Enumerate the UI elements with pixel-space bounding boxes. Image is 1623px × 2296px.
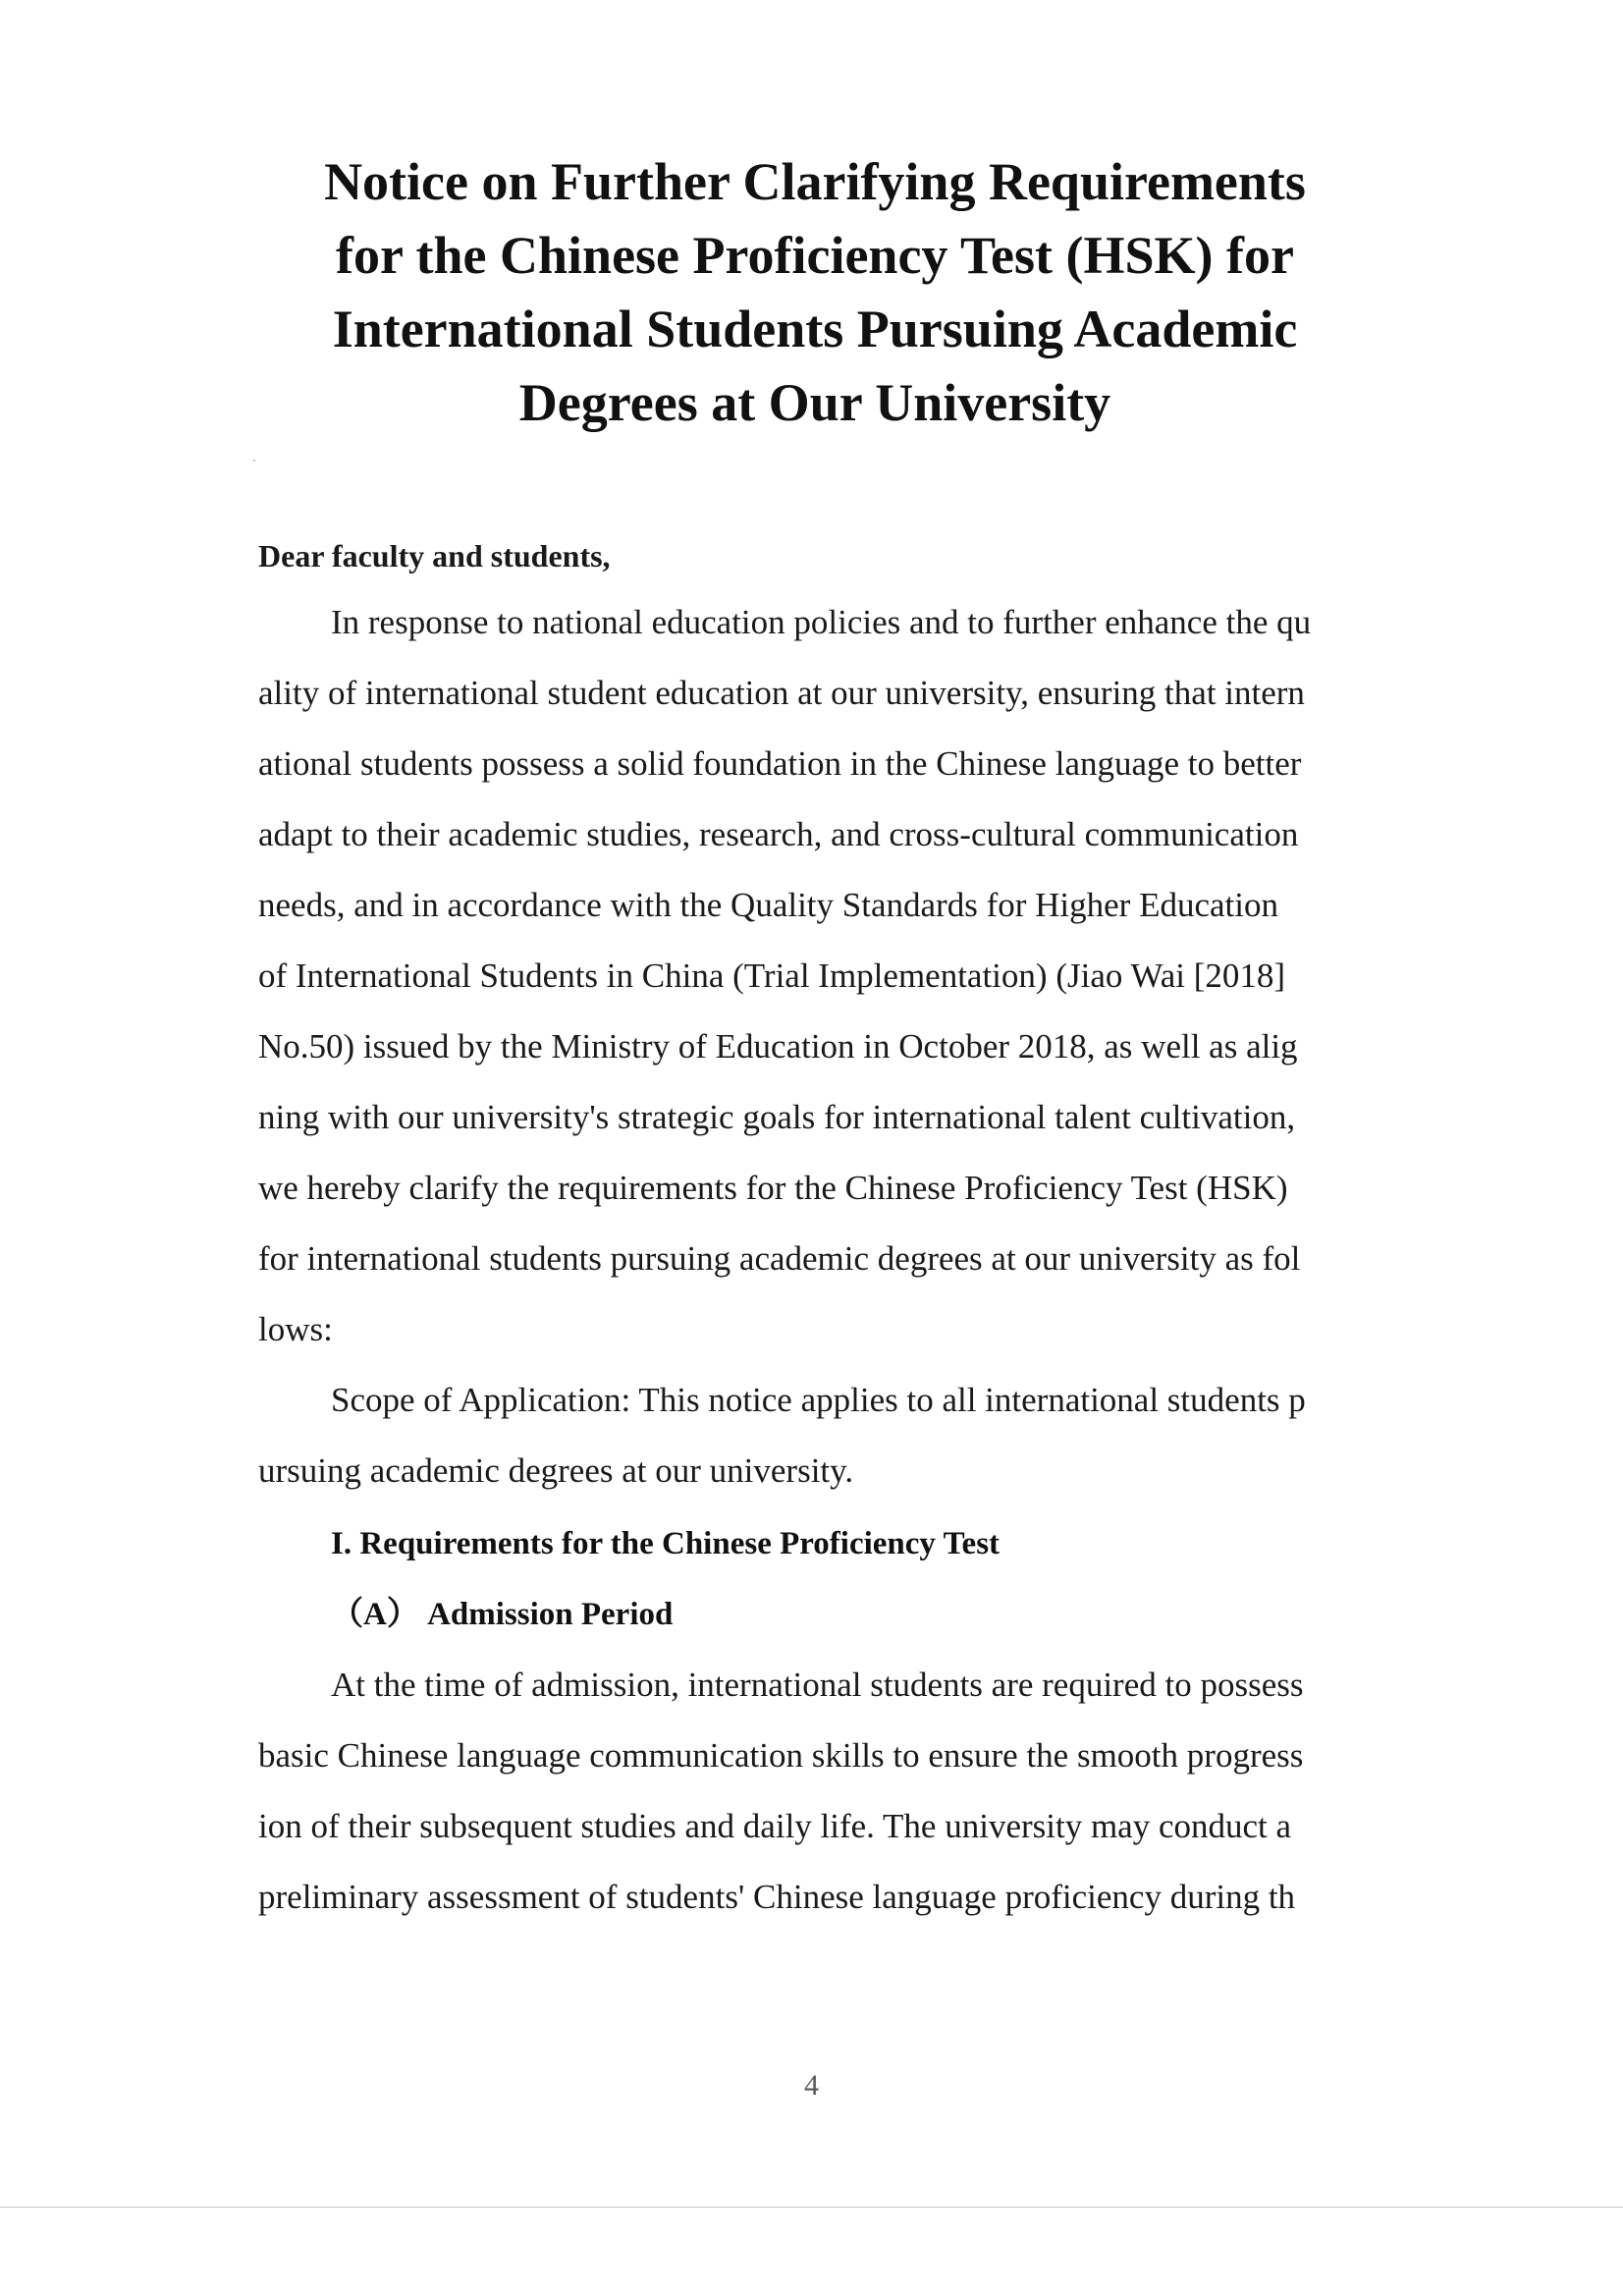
body-line: needs, and in accordance with the Quality Standards for Higher Education (258, 886, 1278, 924)
body-line: lows: (258, 1310, 333, 1348)
body-line: ational students possess a solid foundation in the Chinese language to better (258, 744, 1302, 783)
body-line: In response to national education policies and to further enhance the qu (331, 603, 1312, 641)
body-line: we hereby clarify the requirements for the Chinese Proficiency Test (HSK) (258, 1169, 1288, 1207)
title-line: Notice on Further Clarifying Requirements (324, 152, 1306, 211)
title-line: Degrees at Our University (518, 373, 1111, 432)
body-line: of International Students in China (Trial Implementation) (Jiao Wai [2018] (258, 957, 1286, 995)
document-title (196, 145, 1434, 440)
body-line: ursuing academic degrees at our university. (258, 1451, 854, 1490)
scan-speck (253, 460, 255, 462)
section-heading: I. Requirements for the Chinese Proficiency Test (331, 1526, 1001, 1561)
body-line: ning with our university's strategic goals for international talent cultivation, (258, 1098, 1296, 1136)
scan-edge-line (0, 2207, 1623, 2208)
salutation: Dear faculty and students, (258, 538, 611, 574)
body-line: preliminary assessment of students' Chinese language proficiency during th (258, 1878, 1296, 1916)
body-line: ality of international student education at our university, ensuring that intern (258, 674, 1305, 712)
subsection-heading: （A） Admission Period (331, 1597, 674, 1632)
title-line: for the Chinese Proficiency Test (HSK) for (336, 226, 1294, 285)
body-line: Scope of Application: This notice applies to all international students p (331, 1381, 1306, 1419)
body-line: No.50) issued by the Ministry of Education in October 2018, as well as alig (258, 1027, 1298, 1066)
body-line: adapt to their academic studies, research, and cross-cultural communication (258, 815, 1299, 853)
body-line: At the time of admission, international students are required to possess (331, 1666, 1304, 1704)
body-line: for international students pursuing academic degrees at our university as fol (258, 1239, 1301, 1278)
body-line: ion of their subsequent studies and daily life. The university may conduct a (258, 1807, 1292, 1845)
page-number: 4 (804, 2069, 819, 2102)
title-line: International Students Pursuing Academic (332, 300, 1298, 358)
body-line: basic Chinese language communication skills to ensure the smooth progress (258, 1736, 1304, 1775)
